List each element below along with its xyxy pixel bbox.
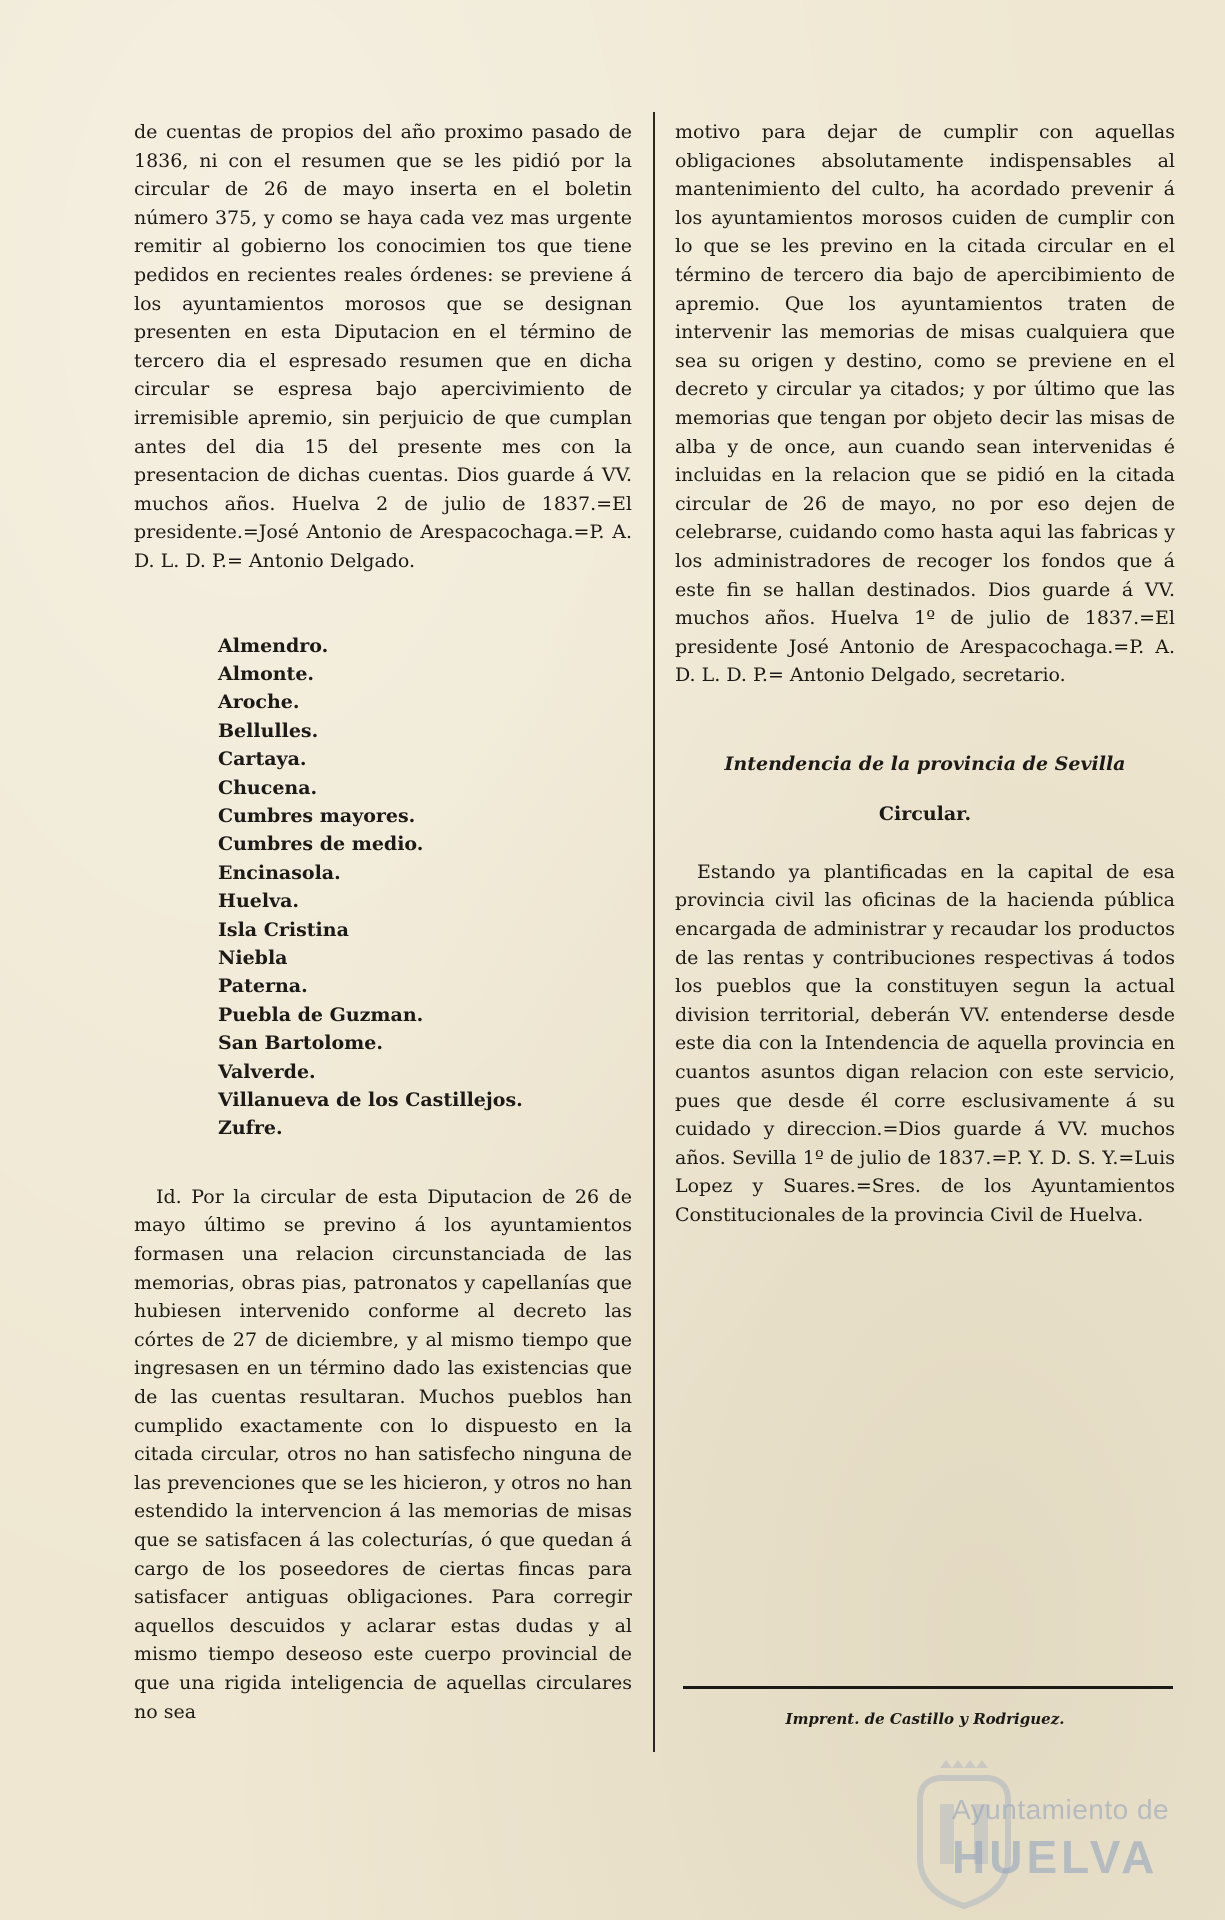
- list-item: Isla Cristina: [218, 918, 349, 941]
- list-item: Niebla: [218, 946, 288, 969]
- section-heading: Intendencia de la provincia de Sevilla: [724, 752, 1126, 775]
- list-item: Almendro.: [218, 634, 329, 657]
- section-subheading: Circular.: [878, 802, 972, 825]
- imprint-rule: [683, 1686, 1173, 1689]
- watermark: [910, 1760, 1210, 1910]
- watermark-line-2: HUELVA: [952, 1831, 1159, 1883]
- imprint-line: Imprent. de Castillo y Rodriguez.: [785, 1710, 1065, 1728]
- list-item: San Bartolome.: [218, 1032, 383, 1055]
- list-item: Cartaya.: [218, 748, 307, 771]
- left-paragraph-1: de cuentas de propios del año proximo pasado de 1836, ni con el resumen que se les pidió por la circular de 26 de mayo inserta en el boletin número 375, y como se haya cada vez mas urgente remitir al gobierno los conocimien tos que tiene pedidos en recientes reales órdenes: se previene á los ayuntamientos morosos que se designan presenten en esta Diputacion en el término de tercero dia el espresado resumen que en dicha circular se espresa bajo apercivimiento de irremisible apremio, sin perjuicio de que cumplan antes del dia 15 del presente mes con la presentacion de dichas cuentas. Dios guarde á VV. muchos años. Huelva 2 de julio de 1837.=El presidente.=José Antonio de Arespacochaga.=P. A. D. L. D. P.= Antonio Delgado.: [134, 121, 632, 572]
- municipality-list: [218, 632, 632, 1143]
- list-item: Zufre.: [218, 1117, 283, 1140]
- list-item: Cumbres mayores.: [218, 804, 416, 827]
- left-paragraph-2: Id. Por la circular de esta Diputacion de 26 de mayo último se previno á los ayuntamientos formasen una relacion circunstanciada de las memorias, obras pias, patronatos y capellanías que hubiesen intervenido conforme al decreto las córtes de 27 de diciembre, y al mismo tiempo que ingresasen en un término dado las existencias que de las cuentas resultaran. Muchos pueblos han cumplido exactamente con lo dispuesto en la citada circular, otros no han satisfecho ninguna de las prevenciones que se les hicieron, y otros no han estendido la intervencion á las memorias de misas que se satisfacen á las colecturías, ó que quedan á cargo de los poseedores de ciertas fincas para satisfacer antiguas obligaciones. Para corregir aquellos descuidos y aclarar estas dudas y al mismo tiempo deseoso este cuerpo provincial de que una rigida inteligencia de aquellas circulares no sea: [134, 1185, 632, 1723]
- list-item: Huelva.: [218, 890, 300, 913]
- list-item: Valverde.: [218, 1060, 316, 1083]
- left-column: [134, 118, 632, 1726]
- list-item: Bellulles.: [218, 719, 319, 742]
- list-item: Encinasola.: [218, 861, 341, 884]
- column-divider: [653, 112, 655, 1752]
- right-column: [675, 118, 1175, 1230]
- watermark-line-1: Ayuntamiento de: [952, 1794, 1170, 1825]
- list-item: Villanueva de los Castillejos.: [218, 1089, 523, 1111]
- list-item: Paterna.: [218, 975, 308, 998]
- spacer: [134, 1143, 632, 1183]
- list-item: Almonte.: [218, 662, 315, 685]
- right-paragraph-1: motivo para dejar de cumplir con aquellas obligaciones absolutamente indispensables al mantenimiento del culto, ha acordado prevenir á los ayuntamientos morosos cuiden de cumplir con lo que se les previno en la citada circular en el término de tercero dia bajo de apercibimiento de apremio. Que los ayuntamientos traten de intervenir las memorias de misas cualquiera que sea su origen y destino, como se previene en el decreto y circular ya citados; y por último que las memorias que tengan por objeto decir las misas de alba y de once, aun cuando sean intervenidas é incluidas en la relacion que se pidió en la citada circular de 26 de mayo, no por eso dejen de celebrarse, cuidando como hasta aqui las fabricas y los administradores de recoger los fondos que á este fin se hallan destinados. Dios guarde á VV. muchos años. Huelva 1º de julio de 1837.=El presidente José Antonio de Arespacochaga.=P. A. D. L. D. P.= Antonio Delgado, secretario.: [675, 121, 1175, 687]
- list-item: Aroche.: [218, 691, 300, 714]
- right-paragraph-2: Estando ya plantificadas en la capital de esa provincia civil las oficinas de la hacienda pública encargada de administrar y recaudar los productos de las rentas y contribuciones respectivas á todos los pueblos que la constituyen segun la actual division territorial, deberán VV. entenderse desde este dia con la Intendencia de aquella provincia en cuantos asuntos digan relacion con este servicio, pues que desde él corre esclusivamente á su cuidado y direccion.=Dios guarde á VV. muchos años. Sevilla 1º de julio de 1837.=P. Y. D. S. Y.=Luis Lopez y Suares.=Sres. de los Ayuntamientos Constitucionales de la provincia Civil de Huelva.: [675, 860, 1175, 1226]
- list-item: Puebla de Guzman.: [218, 1003, 424, 1026]
- list-item: Cumbres de medio.: [218, 833, 424, 856]
- list-item: Chucena.: [218, 776, 318, 799]
